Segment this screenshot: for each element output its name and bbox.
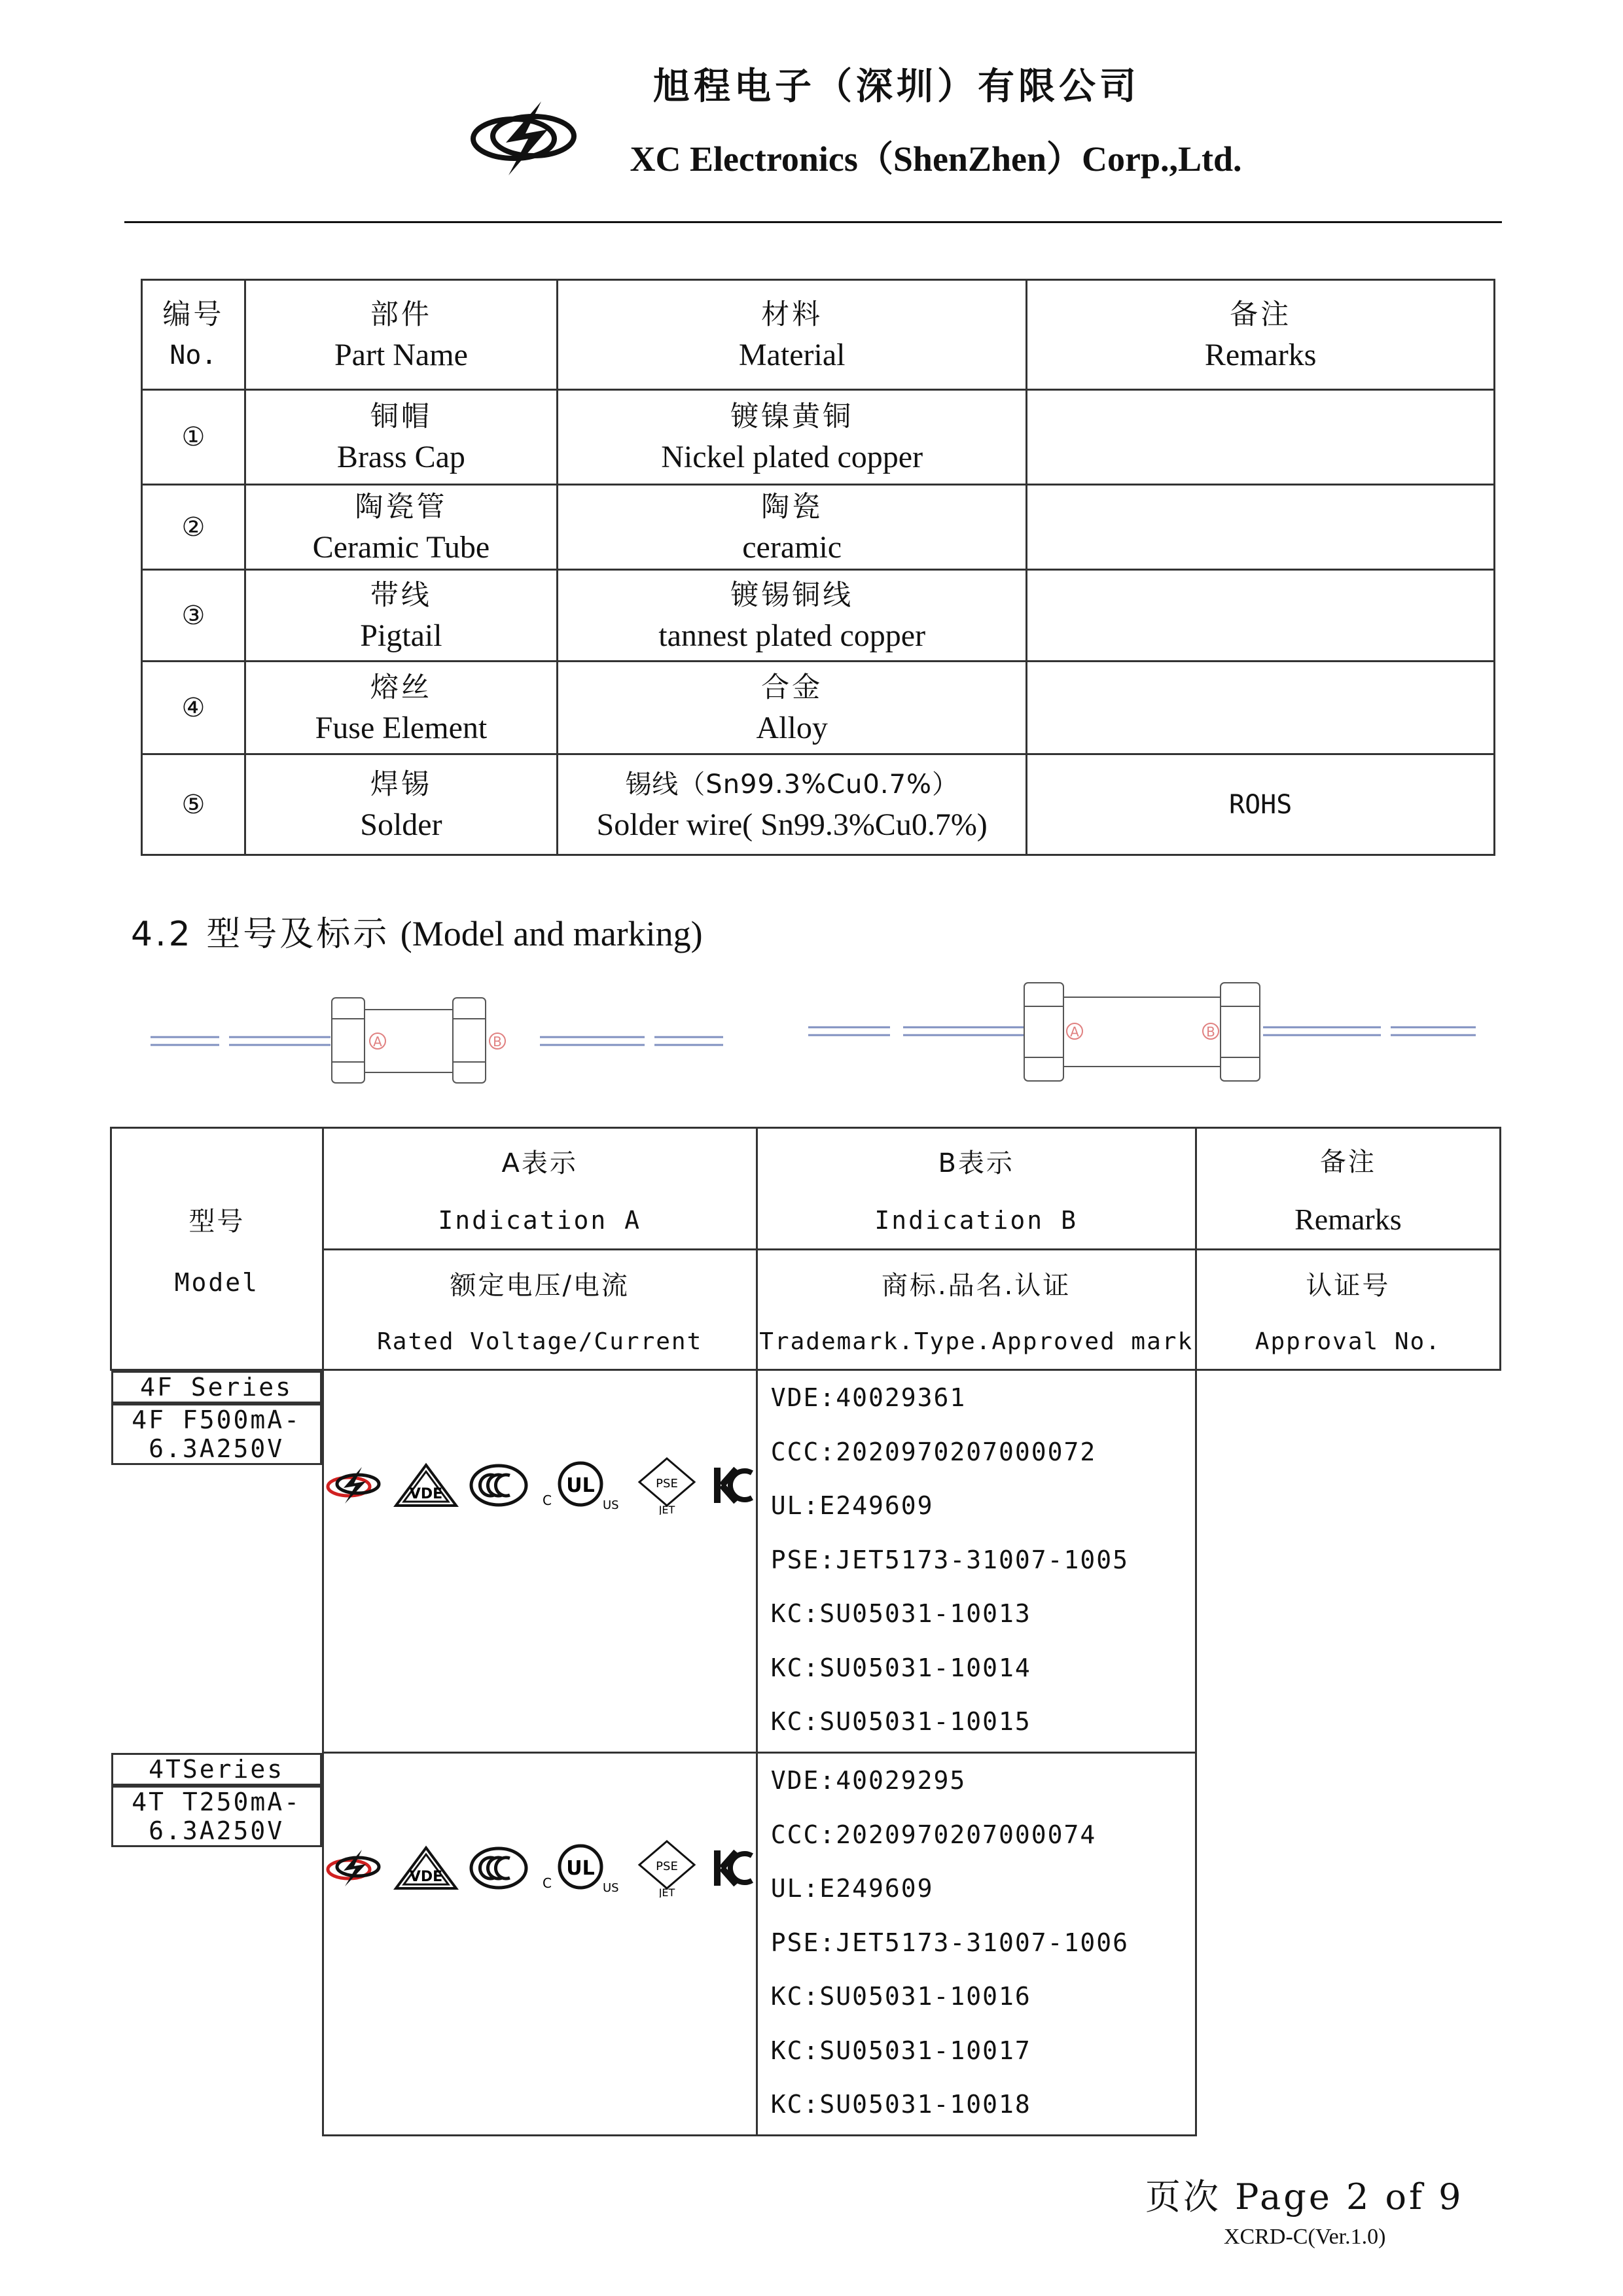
row-remarks — [1027, 570, 1495, 662]
row-part: 陶瓷管 Ceramic Tube — [245, 485, 557, 570]
row-no: ② — [142, 485, 245, 570]
svg-text:C: C — [542, 1492, 552, 1508]
label-a: A — [1070, 1024, 1079, 1040]
pse-mark-icon — [634, 1839, 700, 1898]
approval-vde: VDE:40029361 — [770, 1383, 967, 1412]
approval-kc: KC:SU05031-10013 — [770, 1599, 1031, 1628]
row-material: 合金 Alloy — [558, 662, 1027, 754]
table-header-row — [111, 1128, 1501, 1250]
table-row — [142, 485, 1495, 570]
kc-mark-icon — [710, 1462, 756, 1508]
label-b: B — [493, 1034, 502, 1050]
header-rated: 额定电压/电流 Rated Voltage/Current — [323, 1250, 757, 1370]
svg-text:PSE: PSE — [655, 1477, 678, 1491]
label-b: B — [1206, 1024, 1215, 1040]
fuse-diagram-right — [805, 975, 1479, 1086]
kc-mark-icon — [710, 1845, 756, 1891]
svg-text:JET: JET — [658, 1886, 675, 1898]
ccc-mark-icon — [469, 1845, 528, 1891]
row-approvals — [757, 1370, 1196, 1753]
row-no: ① — [142, 390, 245, 485]
approval-vde: VDE:40029295 — [770, 1766, 967, 1795]
approval-ul: UL:E249609 — [770, 1874, 934, 1903]
row-rating: 4T T250mA-6.3A250V — [111, 1786, 322, 1847]
header-part: 部件 Part Name — [245, 280, 557, 390]
header-approval: 认证号 Approval No. — [1196, 1250, 1500, 1370]
company-logo-icon — [468, 98, 579, 177]
row-part: 带线 Pigtail — [245, 570, 557, 662]
pse-mark-icon — [634, 1456, 700, 1515]
approval-ccc: CCC:2020970207000074 — [770, 1820, 1097, 1849]
approval-kc: KC:SU05031-10015 — [770, 1707, 1031, 1736]
section-title — [131, 906, 703, 955]
approval-ccc: CCC:2020970207000072 — [770, 1437, 1097, 1466]
section-title-en: (Model and marking) — [400, 914, 703, 953]
materials-table — [141, 279, 1495, 856]
row-material: 陶瓷 ceramic — [558, 485, 1027, 570]
svg-text:UL: UL — [565, 1857, 595, 1880]
approval-ul: UL:E249609 — [770, 1491, 934, 1520]
row-marks — [323, 1370, 757, 1753]
vde-mark-icon — [393, 1845, 459, 1891]
table-row — [111, 1370, 1501, 1753]
approval-kc: KC:SU05031-10018 — [770, 2090, 1031, 2119]
header-trademark: 商标.品名.认证 Trademark.Type.Approved mark — [757, 1250, 1196, 1370]
svg-text:C: C — [542, 1875, 552, 1891]
cul-us-mark-icon — [539, 1459, 624, 1511]
svg-text:VDE: VDE — [409, 1486, 442, 1502]
ccc-mark-icon — [469, 1462, 528, 1508]
svg-text:PSE: PSE — [655, 1860, 678, 1873]
header-no: 编号 No. — [142, 280, 245, 390]
svg-text:US: US — [602, 1498, 619, 1511]
svg-text:UL: UL — [565, 1474, 595, 1497]
svg-text:VDE: VDE — [409, 1869, 442, 1885]
row-remarks — [1027, 485, 1495, 570]
row-remarks — [1027, 662, 1495, 754]
approval-kc: KC:SU05031-10017 — [770, 2036, 1031, 2065]
row-remarks: ROHS — [1027, 754, 1495, 855]
header-remarks: 备注 Remarks — [1196, 1128, 1500, 1250]
row-material: 镀锡铜线 tannest plated copper — [558, 570, 1027, 662]
page-number: 页次 Page 2 of 9 — [1145, 2176, 1464, 2217]
row-material: 锡线（Sn99.3%Cu0.7%） Solder wire( Sn99.3%Cu0.7%) — [558, 754, 1027, 855]
row-part: 熔丝 Fuse Element — [245, 662, 557, 754]
table-row — [142, 754, 1495, 855]
header-indication-a: A表示 Indication A — [323, 1128, 757, 1250]
row-model: 4TSeries — [111, 1753, 322, 1786]
table-header-row — [142, 280, 1495, 390]
row-no: ④ — [142, 662, 245, 754]
header-material: 材料 Material — [558, 280, 1027, 390]
approval-pse: PSE:JET5173-31007-1005 — [770, 1545, 1130, 1574]
row-no: ⑤ — [142, 754, 245, 855]
company-name-en: XC Electronics（ShenZhen）Corp.,Ltd. — [630, 139, 1242, 179]
row-approvals — [757, 1753, 1196, 2136]
section-number: 4.2 型号及标示 — [131, 915, 390, 954]
table-row — [142, 570, 1495, 662]
fuse-diagram-left — [147, 991, 736, 1089]
svg-text:JET: JET — [658, 1504, 675, 1515]
header-remarks: 备注 Remarks — [1027, 280, 1495, 390]
svg-text:US: US — [602, 1881, 619, 1894]
approval-kc: KC:SU05031-10014 — [770, 1653, 1031, 1682]
header-indication-b: B表示 Indication B — [757, 1128, 1196, 1250]
row-remarks — [1027, 390, 1495, 485]
marking-table — [110, 1127, 1501, 2136]
row-part: 铜帽 Brass Cap — [245, 390, 557, 485]
row-material: 镀镍黄铜 Nickel plated copper — [558, 390, 1027, 485]
approval-pse: PSE:JET5173-31007-1006 — [770, 1928, 1130, 1957]
row-part: 焊锡 Solder — [245, 754, 557, 855]
header-model: 型号 Model — [111, 1128, 323, 1370]
table-row — [111, 1753, 1501, 2136]
row-model: 4F Series — [111, 1371, 322, 1404]
row-marks — [323, 1753, 757, 2136]
cul-us-mark-icon — [539, 1842, 624, 1894]
row-rating: 4F F500mA-6.3A250V — [111, 1404, 322, 1465]
table-row — [142, 662, 1495, 754]
label-a: A — [373, 1034, 382, 1050]
header-divider — [124, 221, 1502, 223]
document-code: XCRD-C(Ver.1.0) — [1224, 2225, 1386, 2249]
table-row — [142, 390, 1495, 485]
xc-logo-icon — [324, 1848, 383, 1888]
xc-logo-icon — [324, 1466, 383, 1505]
approval-kc: KC:SU05031-10016 — [770, 1982, 1031, 2011]
company-name-cn: 旭程电子（深圳）有限公司 — [653, 65, 1140, 108]
row-no: ③ — [142, 570, 245, 662]
vde-mark-icon — [393, 1462, 459, 1508]
